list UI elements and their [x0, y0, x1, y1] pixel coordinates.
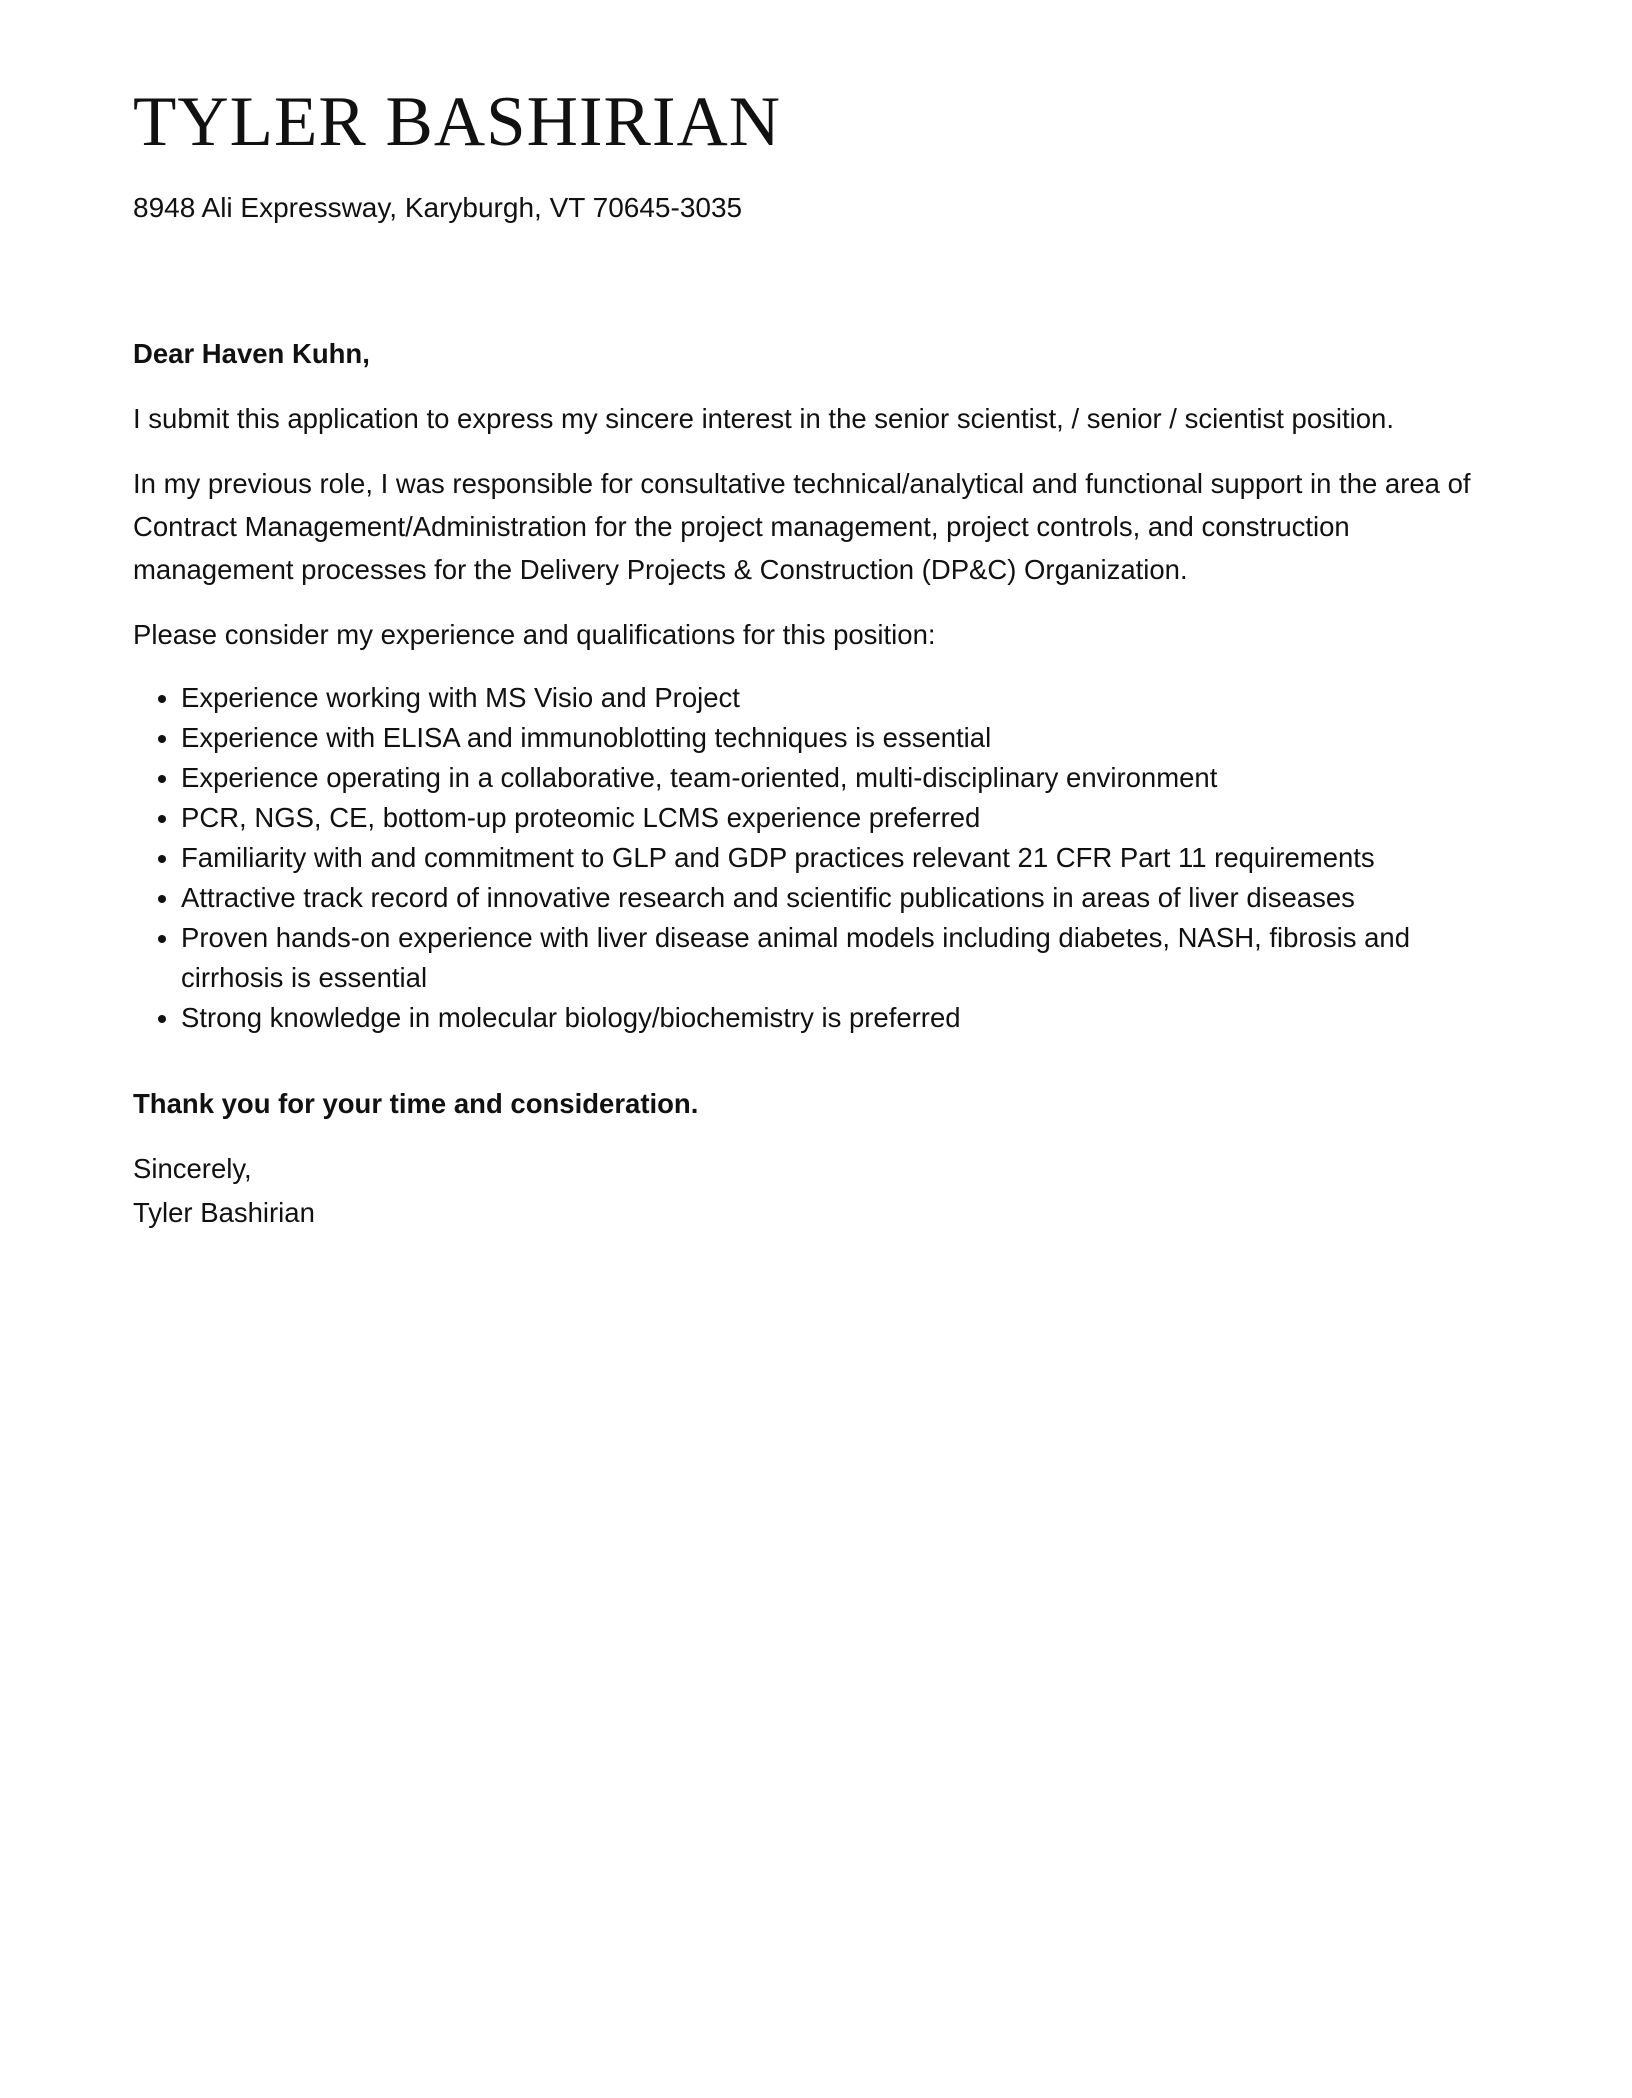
- signature-name: Tyler Bashirian: [133, 1197, 315, 1228]
- letter-body: [133, 332, 1508, 1235]
- qualifications-list: [133, 678, 1508, 1038]
- applicant-name: TYLER BASHIRIAN: [133, 83, 782, 161]
- experience-paragraph: In my previous role, I was responsible for consultative technical/analytical and functional support in the area of Contract Management/Administration for the project management, project controls, and construction management processes for the Delivery Projects & Construction (DP&C) Organization.: [133, 468, 1471, 585]
- list-item: • PCR, NGS, CE, bottom-up proteomic LCMS experience preferred: [181, 798, 1508, 838]
- signoff: Sincerely,: [133, 1153, 252, 1184]
- closing-line: Thank you for your time and consideration.: [133, 1088, 699, 1119]
- applicant-address: 8948 Ali Expressway, Karyburgh, VT 70645-3035: [133, 192, 743, 223]
- list-item: • Experience operating in a collaborative, team-oriented, multi-disciplinary environment: [181, 758, 1508, 798]
- list-item: • Familiarity with and commitment to GLP and GDP practices relevant 21 CFR Part 11 requirements: [181, 838, 1508, 878]
- list-item: • Experience with ELISA and immunoblotting techniques is essential: [181, 718, 1508, 758]
- list-item: • Experience working with MS Visio and Project: [181, 678, 1508, 718]
- list-item: • Attractive track record of innovative research and scientific publications in areas of liver diseases: [181, 878, 1508, 918]
- list-item: • Strong knowledge in molecular biology/biochemistry is preferred: [181, 998, 1508, 1038]
- intro-paragraph: I submit this application to express my sincere interest in the senior scientist, / senior / scientist position.: [133, 403, 1394, 434]
- salutation: Dear Haven Kuhn,: [133, 338, 370, 369]
- list-item: • Proven hands-on experience with liver disease animal models including diabetes, NASH, fibrosis and cirrhosis is essential: [181, 918, 1508, 998]
- qualifications-intro: Please consider my experience and qualifications for this position:: [133, 619, 936, 650]
